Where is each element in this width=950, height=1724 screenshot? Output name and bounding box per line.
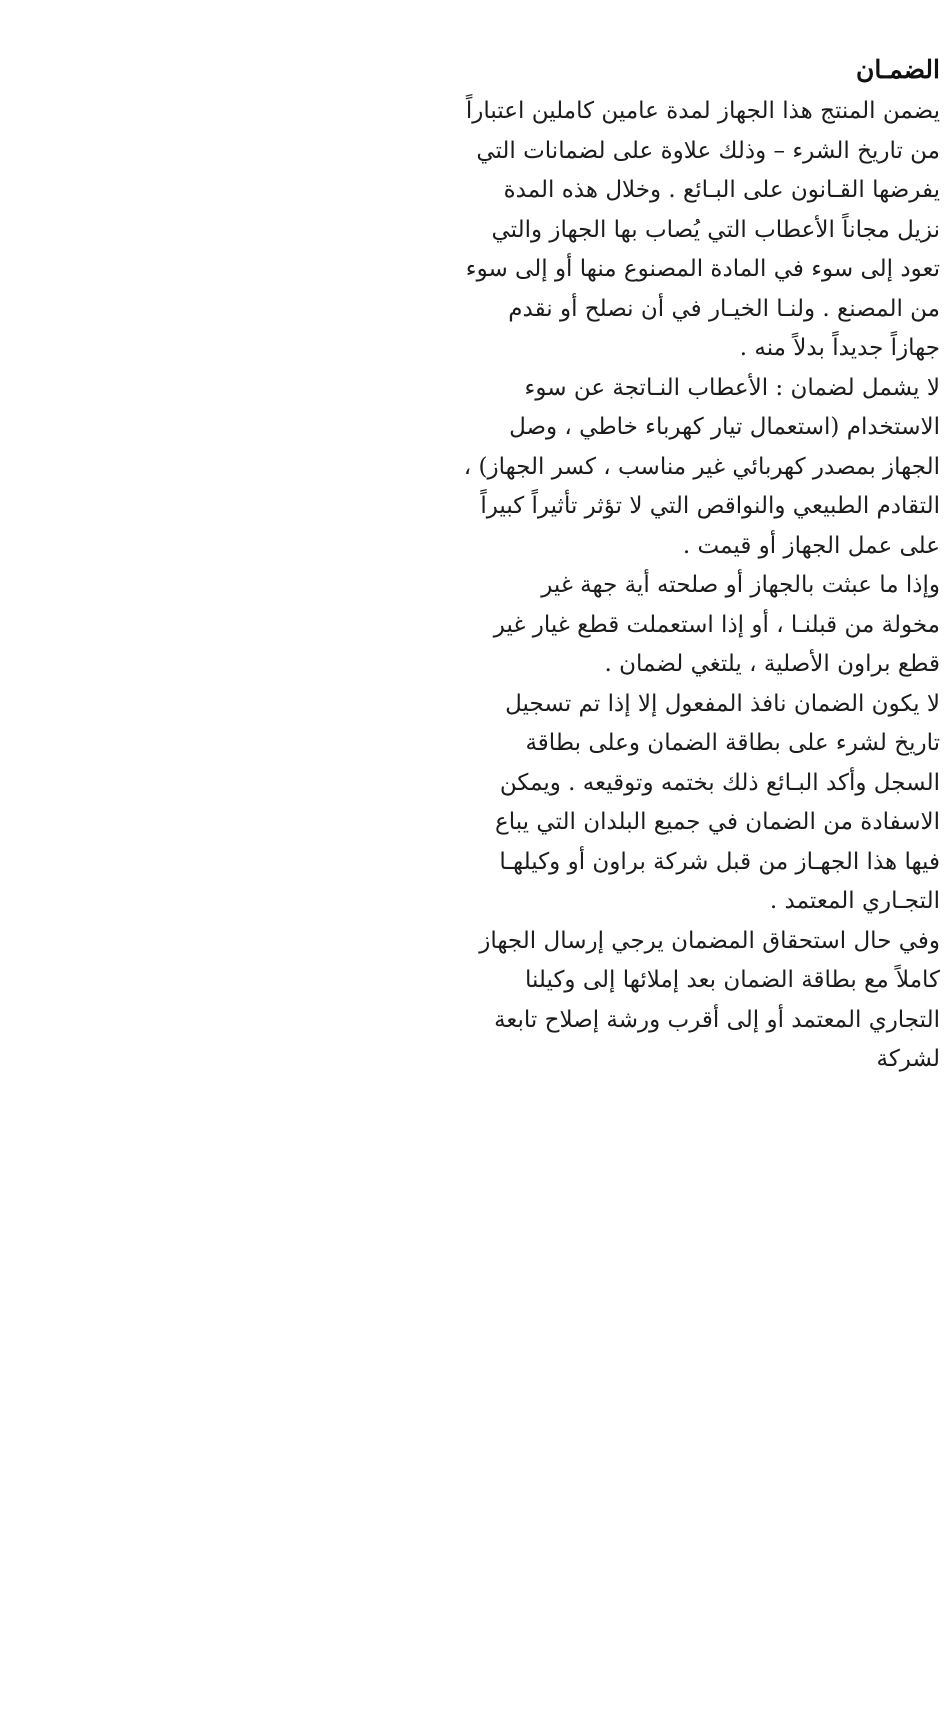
text-line: من تاريخ الشرء – وذلك علاوة على لضمانات التي — [476, 137, 940, 164]
warranty-paragraph — [470, 685, 940, 922]
text-line: الاسفادة من الضمان في جميع البلدان التي يباع — [494, 809, 940, 835]
text-line: التجـاري المعتمد . — [769, 888, 940, 914]
text-line: مخولة من قبلنـا ، أو إذا استعملت قطع غيار غير — [493, 611, 940, 638]
text-line: السجل وأكد البـائع ذلك بختمه وتوقيعه . ويمكن — [499, 769, 940, 796]
warranty-paragraph — [463, 369, 940, 567]
text-line: تعود إلى سوء في المادة المصنوع منها أو إلى سوء — [465, 256, 940, 282]
text-line: التقادم الطبيعي والنواقص التي لا تؤثر تأثيراً كبيراً — [480, 493, 940, 519]
text-line: من المصنع . ولنـا الخيـار في أن نصلح أو نقدم — [508, 295, 940, 322]
text-line: لا يكون الضمان نافذ المفعول إلا إذا تم تسجيل — [505, 690, 940, 717]
text-line: التجاري المعتمد أو إلى أقرب ورشة إصلاح تابعة — [494, 1006, 940, 1033]
text-line: الجهاز بمصدر كهربائي غير مناسب ، كسر الجهاز) ، — [463, 453, 940, 480]
text-line: على عمل الجهاز أو قيمت . — [682, 532, 940, 559]
text-line: وإذا ما عبثت بالجهاز أو صلحته أية جهة غير — [541, 572, 940, 598]
warranty-title: الضمـان — [856, 55, 940, 84]
text-line: يضمن المنتج هذا الجهاز لمدة عامين كاملين اعتباراً — [465, 98, 940, 124]
warranty-body — [463, 92, 940, 1080]
text-line: لا يشمل لضمان : الأعطاب النـاتجة عن سوء — [524, 374, 940, 401]
warranty-document — [463, 50, 940, 1080]
text-line: فيها هذا الجهـاز من قبل شركة براون أو وكيلهـا — [499, 848, 940, 875]
text-line: الاستخدام (استعمال تيار كهرباء خاطي ، وصل — [509, 414, 940, 440]
text-line: جهازاً جديداً بدلاً منه . — [739, 335, 940, 361]
text-line: وفي حال استحقاق المضمان يرجي إرسال الجهاز — [479, 927, 940, 954]
text-line: كاملاً مع بطاقة الضمان بعد إملائها إلى وكيلنا — [524, 967, 940, 993]
text-line: تاريخ لشرء على بطاقة الضمان وعلى بطاقة — [525, 730, 940, 756]
text-line: نزيل مجاناً الأعطاب التي يُصاب بها الجهاز والتي — [491, 216, 940, 243]
text-line: يفرضها القـانون على البـائع . وخلال هذه المدة — [503, 177, 940, 203]
text-line: قطع براون الأصلية ، يلتغي لضمان . — [604, 651, 940, 677]
warranty-paragraph — [470, 566, 940, 685]
warranty-paragraph — [465, 92, 940, 369]
warranty-paragraph — [470, 922, 940, 1080]
text-line: لشركة — [876, 1046, 940, 1072]
